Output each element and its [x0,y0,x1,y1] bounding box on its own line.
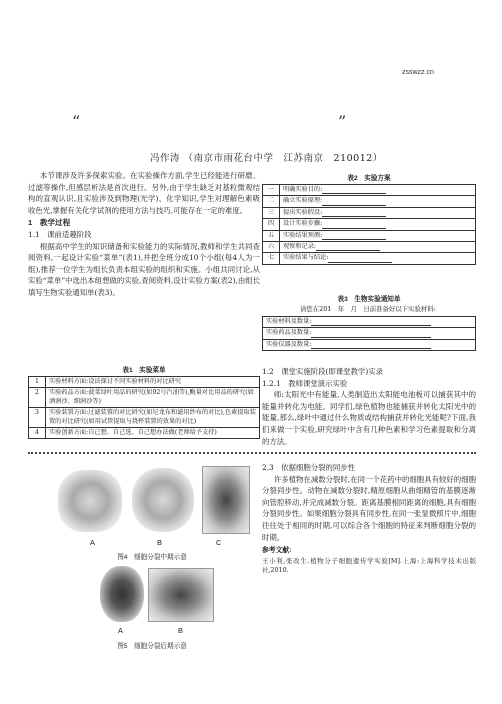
table-2-row [263,196,476,207]
fill-blank [322,205,386,206]
figure-4-label-c: C [216,538,222,547]
table-2-caption: 表2 实验方案 [347,175,391,182]
reference-item: 王小利,张改生.植物分子细胞遗传学实验[M].上海:上海科学技术出版社,2010. [262,556,476,574]
row-label: 实验药品及数量: [266,329,312,337]
close-quote: ” [338,112,347,131]
row-number: 3 [29,408,46,428]
row-text: 实验药品方面:菠菜绿叶用品的研究(如92号汽油等),酶量对比用品的研究(如酒润沙、细润沙等) [46,388,260,408]
fill-blank [322,193,386,194]
author-line: 冯作涛 （南京市雨花台中学 江苏南京 210012） [150,153,383,164]
para-3: 许多植物在减数分裂时,在同一个花药中的细胞具有较好的细胞分裂同步性。动物在减数分裂时,精原细胞从曲细精管的基膜逐渐向管腔移动,并完成减数分裂。距离基膜相同距离的细胞,具有细胞分裂同步性。如果细胞分裂具有同步性,在同一张显微照片中,细胞往往处于相同的时期,可以综合各个细胞的特征来判断细胞分裂的时期。 [262,474,476,542]
table-2-row [263,219,476,230]
row-number: 4 [29,428,46,439]
row-field [280,219,476,230]
figure-5-image-b [148,568,214,622]
open-quote: “ [72,112,81,131]
right-column-top [262,366,476,447]
row-field [280,196,476,207]
row-field [280,207,476,218]
section-1-title: 1 教学过程 [28,218,71,228]
section-2-3-title: 2.3 依据细胞分裂的同步性 [262,463,356,472]
figure-4-image-a [58,470,122,532]
row-text: 实验创新方面:自己想、自己选、自己想办法做(老师给予支持) [46,428,260,439]
row-field [263,328,476,339]
intro-paragraph: 本节课涉及许多探索实验。在实验操作方面,学生已经能进行研磨、过滤等操作,但感层析法是首次进行。另外,由于学生缺乏对基粒微观结构的直观认识,且实验涉及到物理(光学)、化学知识,学生对理解色素吸收色光,掌握有关化学试剂的使用方法与技巧,可能存在一定的难度。 [28,171,260,215]
row-number: 二 [263,196,280,207]
row-text: 实验装置方面:过滤装置的对比研究(如尼龙布和滤用纱布的对比),色素提取装置的对比研究(如用试管提取与烧杯装置的效果的对比) [46,408,260,428]
fill-blank [316,250,380,251]
fill-blank [328,262,392,263]
row-text: 实验材料方面:设法探讨不同实验材料的对比研究 [46,377,260,388]
row-label: 设计实验步骤: [283,220,323,228]
table-2-row [263,253,476,264]
row-label: 观察和记录: [283,243,317,251]
row-label: 实验仪器及数量: [266,340,312,348]
row-number: 六 [263,242,280,253]
row-field [280,185,476,196]
row-field [263,317,476,328]
para-2: 师:太阳光中有能量,人类制造出太阳能电池板可以捕获其中的能量并转化为电能。同学们,绿色植物也能捕获并转化太阳光中的能量,那么,绿叶中通过什么物质或结构捕获并转化光能呢?下面,我们来做一个实验,研究绿叶中含有几种色素和学习色素提取和分离的方法。 [262,390,476,446]
section-divider [28,452,476,454]
row-field [280,253,476,264]
table-3-request: 请您在201 年 月 日前准备好以下实验材料: [300,305,436,313]
fill-blank [311,348,431,349]
right-column-bottom [262,462,476,575]
table-3-row [263,328,476,339]
row-number: 一 [263,185,280,196]
table-2 [262,184,476,265]
table-2-row [263,185,476,196]
table-3-row [263,317,476,328]
row-number: 1 [29,377,46,388]
site-watermark: zsswzz.cn [402,69,434,76]
table-1-row [29,408,260,428]
row-number: 三 [263,207,280,218]
fill-blank [322,216,386,217]
row-field [280,230,476,241]
section-1-2-title: 1.2 课堂实施阶段(即课堂教学)实录 [262,367,383,376]
fill-blank [311,325,431,326]
section-1-2-1-title: 1.2.1 教师课堂演示实验 [262,378,348,388]
fill-blank [311,337,431,338]
row-number: 七 [263,253,280,264]
row-number: 2 [29,388,46,408]
section-1-1-title: 1.1 课前适趣阶段 [28,229,92,239]
table-1 [28,376,260,439]
figure-4-image-c [202,466,250,534]
table-1-row [29,428,260,439]
left-column [28,170,260,299]
figure-4-image-b [132,468,194,532]
table-2-row [263,230,476,241]
row-label: 实验结果与结论: [283,254,329,262]
row-label: 明确实验目的: [283,186,323,193]
row-number: 四 [263,219,280,230]
table-2-row [263,207,476,218]
row-label: 实验材料及数量: [266,318,312,325]
fill-blank [322,228,386,229]
figure-5-caption: 图5 细胞分裂后期示意 [117,643,187,650]
figure-5-label-b: B [178,626,183,635]
table-1-row [29,377,260,388]
row-field [280,242,476,253]
table-3-row [263,339,476,350]
figure-4-caption: 图4 细胞分裂中期示意 [117,554,187,561]
table-1-caption: 表1 实验菜单 [122,367,166,374]
para-1: 根据高中学生的知识储备和实验能力的实际情况,教师和学生共同查阅资料,一起设计实验“菜单”(表1),并把全班分成10个小组(每4人为一组),推荐一位学生为组长负责本组实验的组织和实施。小组共同讨论,从实验“菜单”中选出本组想做的实验,查阅资料,设计实验方案(表2),由组长填写生物实验通知单(表3)。 [28,241,261,297]
table-1-row [29,388,260,408]
table-3-caption: 表3 生物实验通知单 [337,296,401,303]
figure-5-label-a: A [118,626,123,635]
figure-4-label-b: B [157,538,162,547]
table-3 [262,316,476,351]
figure-5-image-a [100,566,144,622]
row-field [263,339,476,350]
row-label: 实验结果预测: [283,231,323,239]
row-label: 提出实验假设: [283,208,323,216]
row-label: 确立实验原理: [283,197,323,205]
row-number: 五 [263,230,280,241]
figure-4-label-a: A [90,538,95,547]
table-2-row [263,242,476,253]
fill-blank [322,239,386,240]
references-title: 参考文献: [262,547,292,555]
